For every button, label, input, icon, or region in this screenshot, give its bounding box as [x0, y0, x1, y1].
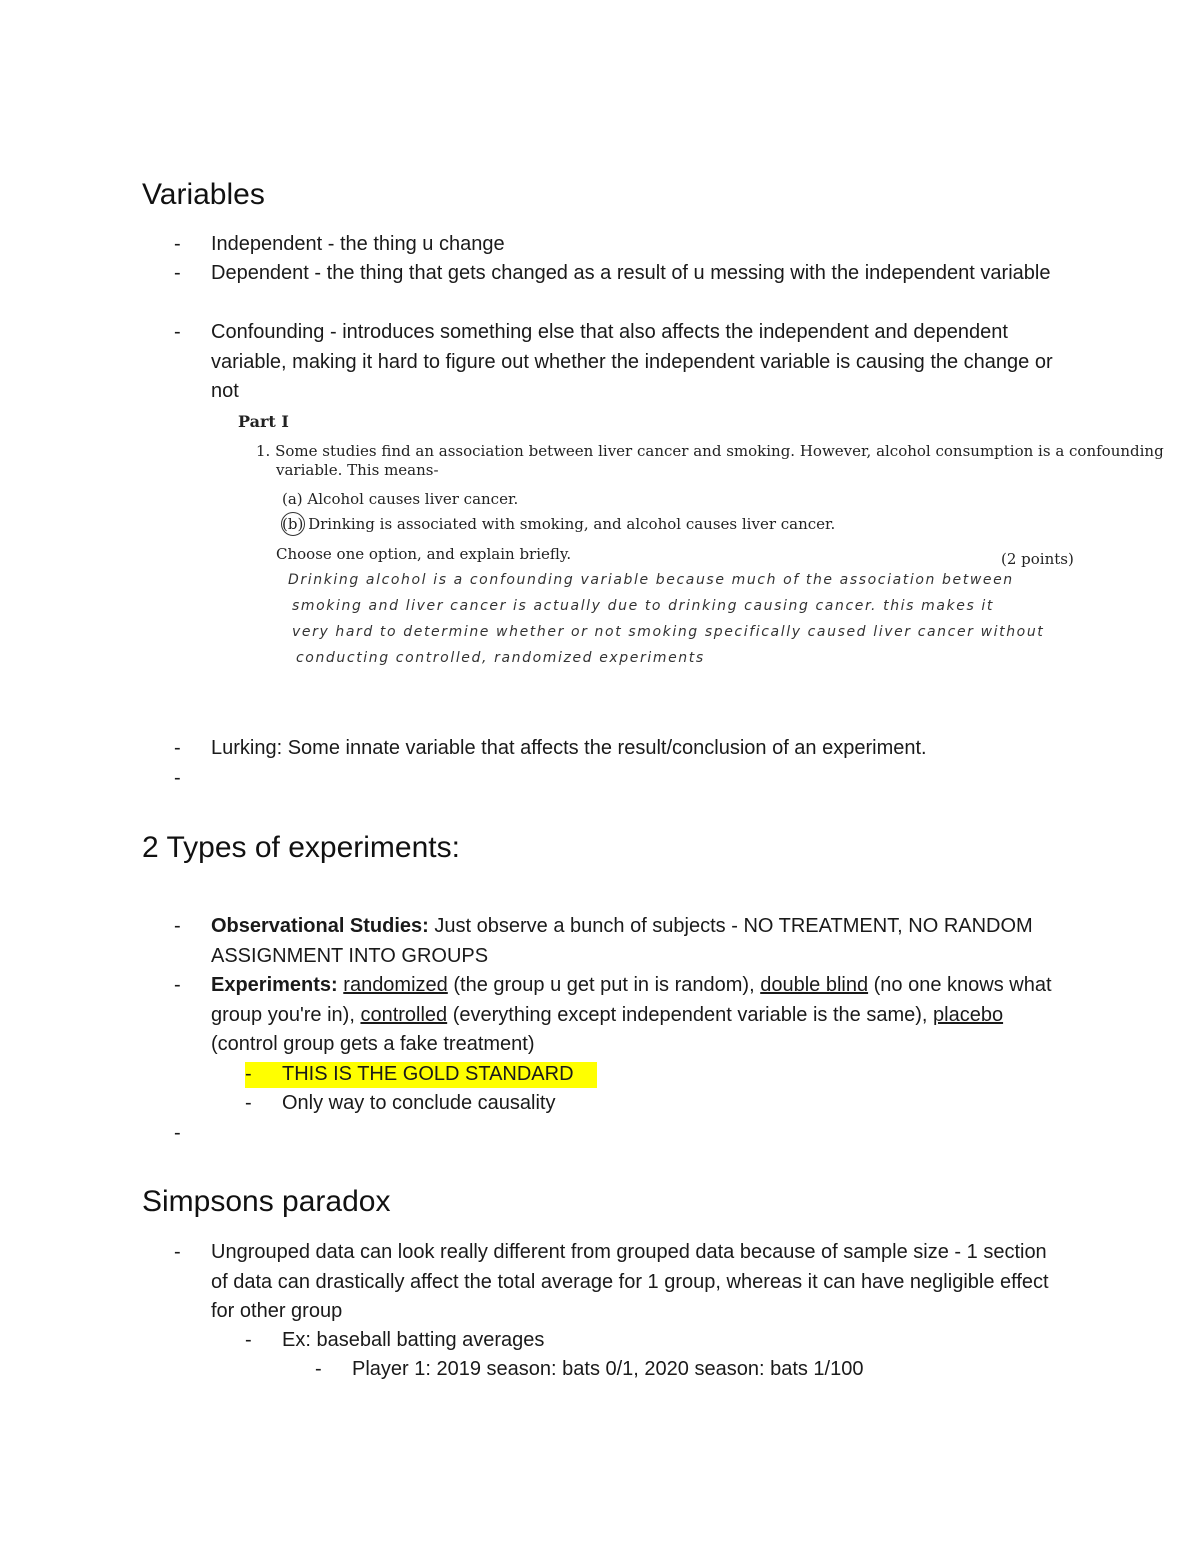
- term-double-blind: double blind: [760, 974, 869, 996]
- term-controlled: controlled: [360, 1003, 448, 1026]
- handwritten-line: very hard to determine whether or not smoking specifically caused liver cancer without: [292, 624, 1045, 640]
- bullet-dash: -: [174, 737, 181, 759]
- note-controlled: (everything except independent variable is the same),: [447, 1003, 934, 1026]
- item-text: Dependent - the thing that gets changed as a result of u messing with the independent variable: [211, 262, 1051, 284]
- list-item-example: [245, 1326, 1082, 1356]
- scan-question-line1: 1. Some studies find an association between liver cancer and smoking. However, alcohol consumption is a confounding: [256, 442, 1164, 460]
- handwritten-line: smoking and liver cancer is actually due to drinking causing cancer. this makes it: [292, 598, 994, 614]
- bullet-dash: -: [174, 1122, 181, 1144]
- list-item-lurking: [174, 734, 1061, 764]
- list-item-ungrouped: [174, 1238, 1061, 1327]
- list-item-causality: [245, 1089, 1082, 1119]
- causality-text: Only way to conclude causality: [282, 1092, 556, 1114]
- bullet-dash: -: [174, 767, 181, 789]
- item-text: Independent - the thing u change: [211, 233, 505, 255]
- observational-label: Observational Studies:: [211, 915, 429, 937]
- simpsons-heading: Simpsons paradox: [142, 1185, 391, 1218]
- bullet-dash: -: [174, 974, 181, 996]
- item-text: Player 1: 2019 season: bats 0/1, 2020 season: bats 1/100: [352, 1358, 864, 1380]
- list-item-gold-standard: [245, 1060, 1082, 1090]
- scan-option-a: (a) Alcohol causes liver cancer.: [282, 490, 519, 508]
- experiments-heading: 2 Types of experiments:: [142, 831, 460, 864]
- item-text: Lurking: Some innate variable that affects the result/conclusion of an experiment.: [211, 737, 927, 759]
- list-item-experiments: [174, 971, 1061, 1060]
- bullet-dash: -: [315, 1358, 322, 1380]
- list-item-confounding: [174, 318, 1061, 407]
- gold-standard-text: THIS IS THE GOLD STANDARD: [282, 1063, 574, 1085]
- bullet-dash: -: [174, 1241, 181, 1263]
- term-placebo: placebo: [933, 1003, 1004, 1026]
- list-item-player: [315, 1355, 1132, 1385]
- handwritten-line: conducting controlled, randomized experiments: [296, 650, 705, 666]
- item-text: Ex: baseball batting averages: [282, 1329, 545, 1351]
- term-randomized: randomized: [343, 974, 448, 996]
- bullet-dash: -: [245, 1329, 252, 1351]
- bullet-dash: -: [174, 262, 181, 284]
- item-text: Confounding - introduces something else that also affects the independent and dependent variable, making it hard to figure out whether the independent variable is causing the change or not: [211, 321, 1053, 402]
- bullet-dash: -: [174, 321, 181, 343]
- scan-instructions: Choose one option, and explain briefly.: [276, 545, 572, 563]
- bullet-dash: -: [245, 1092, 252, 1114]
- bullet-dash: -: [245, 1063, 252, 1085]
- scan-part-label: Part I: [238, 412, 289, 431]
- list-item-independent: [174, 230, 1061, 260]
- experiments-label: Experiments:: [211, 974, 338, 996]
- variables-heading: Variables: [142, 178, 265, 211]
- note-double-blind: (no one knows what group you're in),: [211, 974, 1052, 1026]
- list-item-dependent: [174, 259, 1061, 289]
- scan-points: (2 points): [1001, 550, 1074, 568]
- note-randomized: (the group u get put in is random),: [447, 974, 761, 996]
- scan-question-line2: variable. This means-: [276, 461, 439, 479]
- list-item-observational: [174, 912, 1061, 971]
- scanned-question-image: [236, 408, 1164, 678]
- handwritten-line: Drinking alcohol is a confounding variable because much of the association between: [288, 572, 1014, 588]
- bullet-dash: -: [174, 233, 181, 255]
- item-text: Ungrouped data can look really different from grouped data because of sample size - 1 section of data can drastically affect the total average for 1 group, whereas it can have negligible effect for other group: [211, 1241, 1049, 1322]
- observational-text: Just observe a bunch of subjects - NO TREATMENT, NO RANDOM ASSIGNMENT INTO GROUPS: [211, 915, 1033, 967]
- scan-option-b: (b) Drinking is associated with smoking, and alcohol causes liver cancer.: [282, 515, 836, 533]
- note-placebo: (control group gets a fake treatment): [211, 1033, 535, 1055]
- bullet-dash: -: [174, 915, 181, 937]
